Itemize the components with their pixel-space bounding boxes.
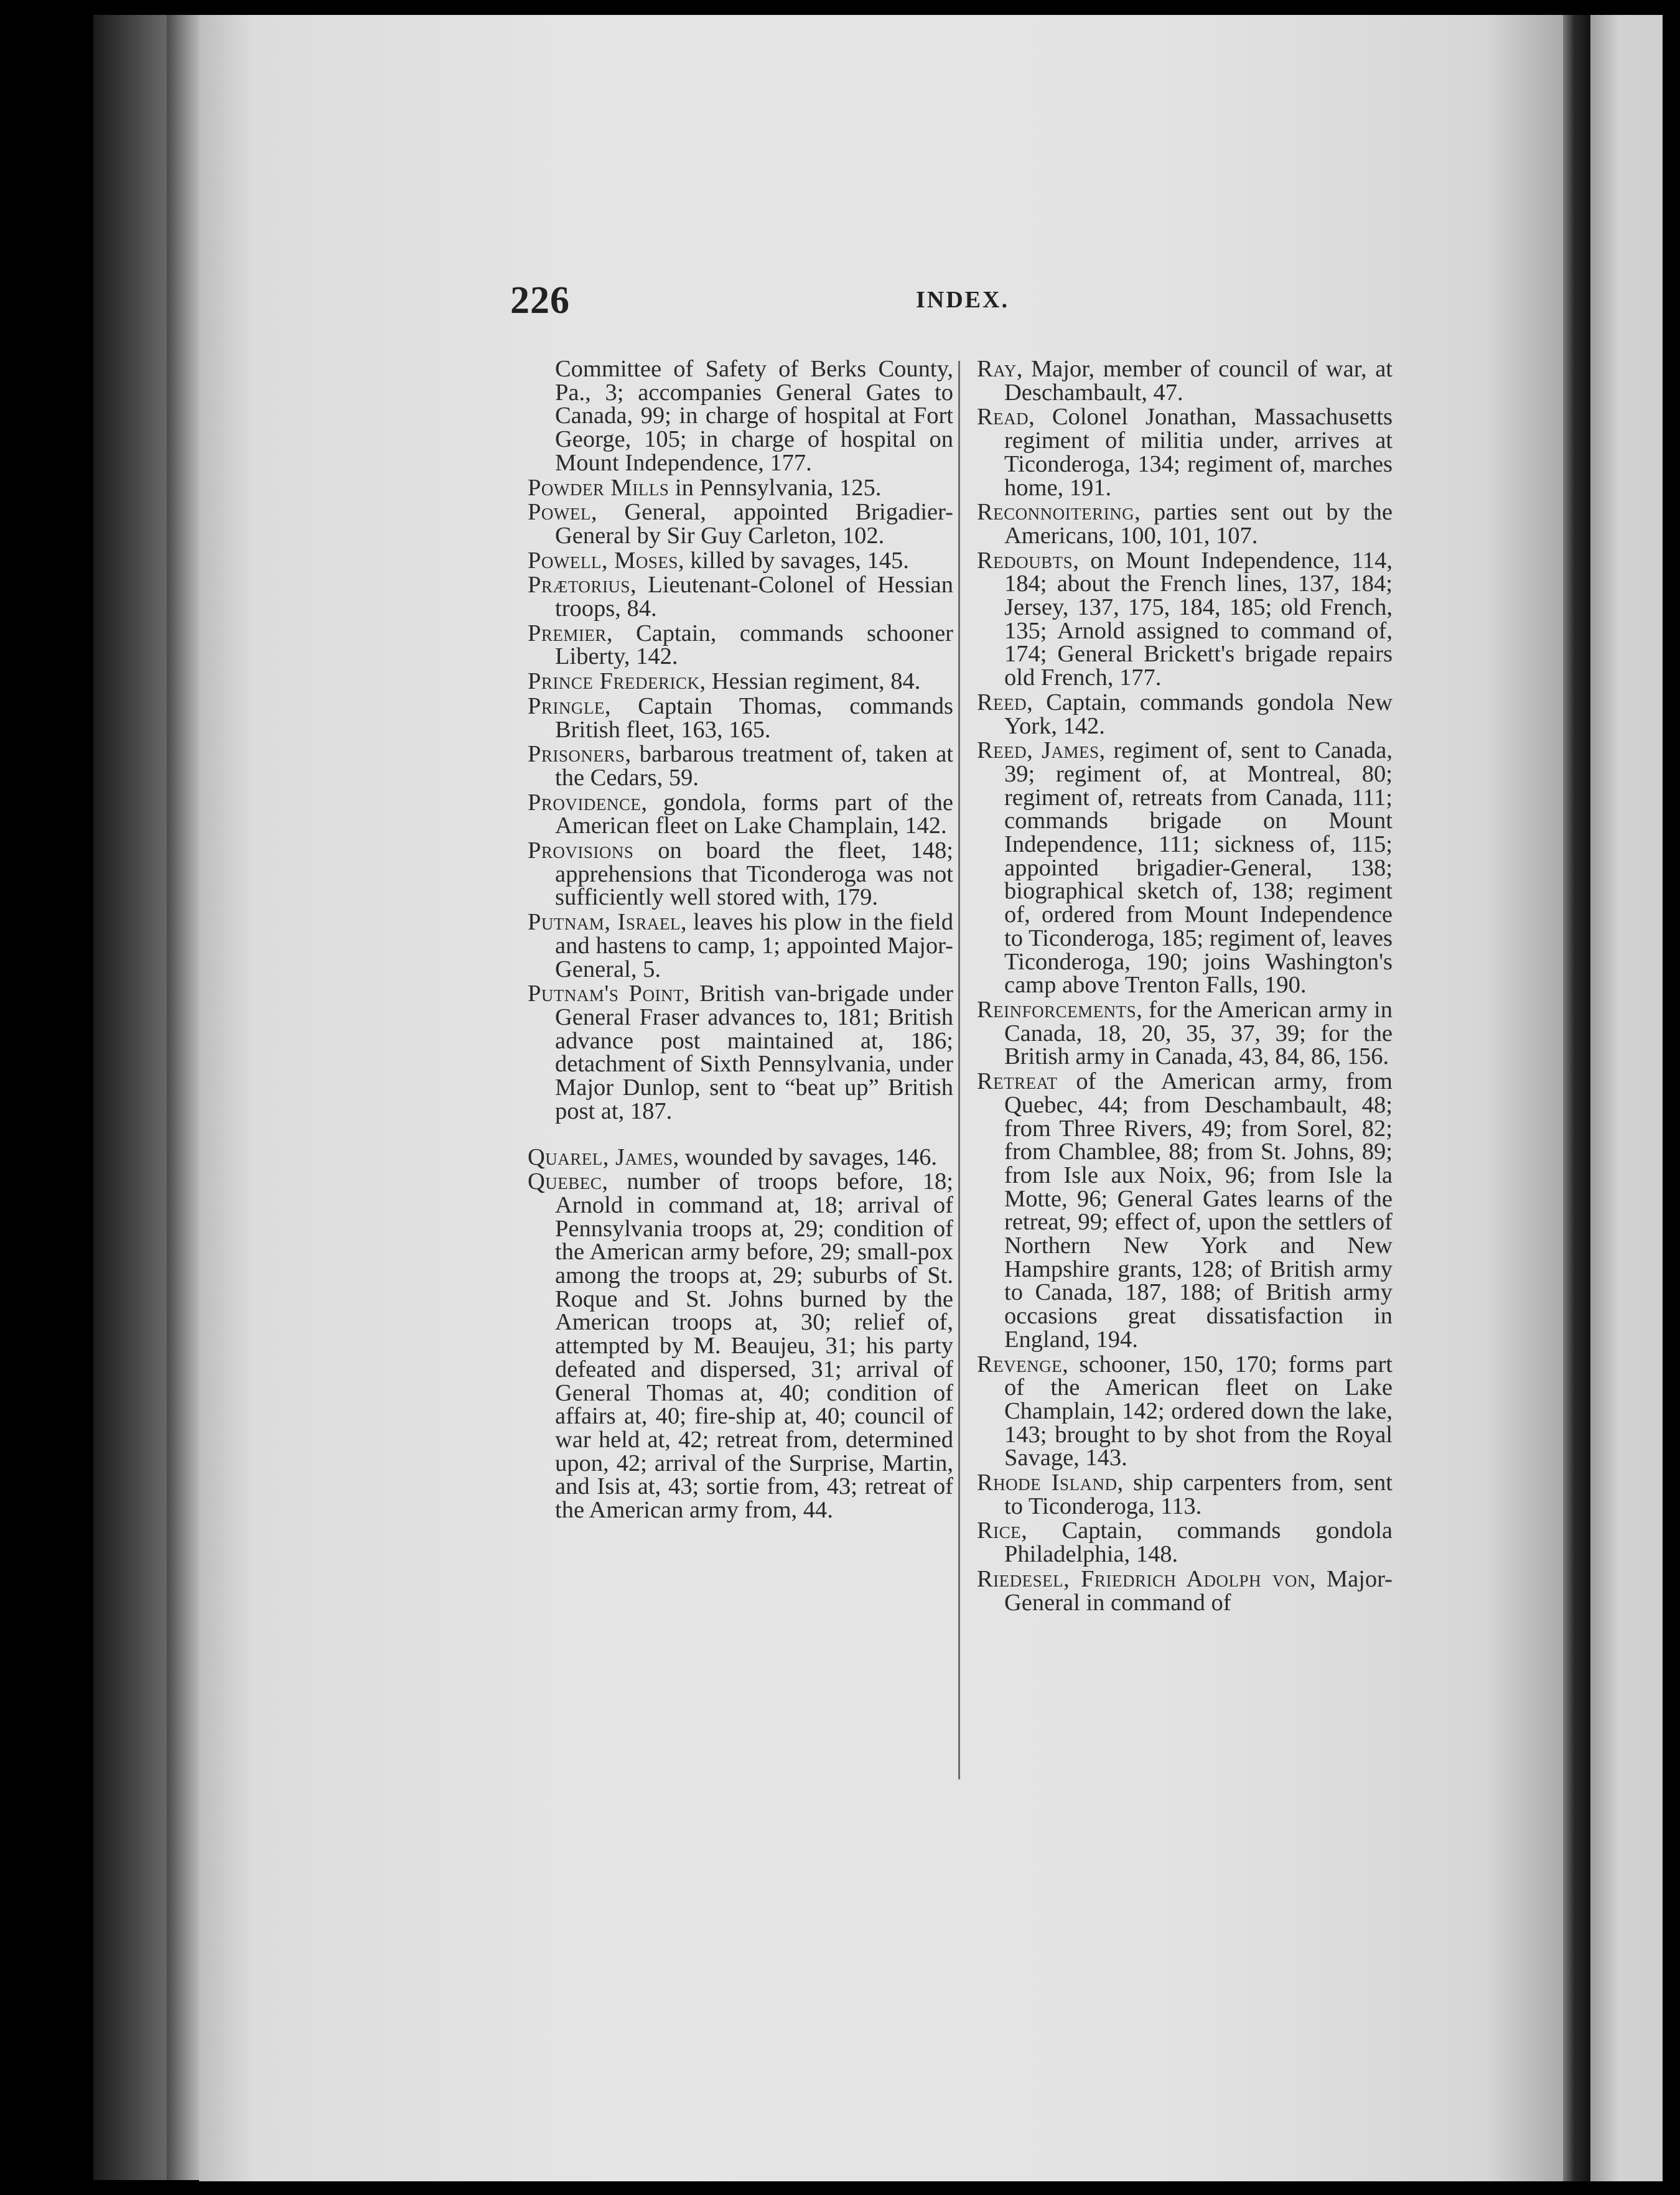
entry-text: , parties sent out by the Americans, 100, 101, 107. (1004, 499, 1393, 549)
entry-text: , regiment of, sent to Canada, 39; regiment of, at Montreal, 80; regiment of, retreats from Canada, 111; commands brigade on Mount Independence, 111; sickness of, 115; appointed brigadier-General, 138; biographical sketch of, 138; regiment of, ordered from Mount Independence to Ticonderoga, 185; regiment of, leaves Ticonderoga, 190; joins Washington's camp above Trenton Falls, 190. (1004, 737, 1393, 999)
entry-headword: Powder Mills (528, 474, 670, 501)
index-entry (977, 691, 1393, 738)
index-column-left (528, 358, 953, 1524)
index-entry (528, 358, 953, 475)
entry-headword: Rhode Island (977, 1470, 1118, 1496)
entry-headword: Rice (977, 1517, 1022, 1544)
entry-text: , General, appointed Brigadier-General by Sir Guy Carleton, 102. (555, 499, 953, 549)
page-fold (1563, 15, 1590, 2181)
index-entry (528, 501, 953, 548)
entry-text: , wounded by savages, 146. (673, 1144, 938, 1170)
index-entry (528, 911, 953, 981)
entry-headword: Read (977, 404, 1029, 431)
entry-text: in Pennsylvania, 125. (669, 474, 882, 501)
index-entry (528, 670, 953, 694)
entry-text: Committee of Safety of Berks County, Pa., 3; accompanies General Gates to Canada, 99; in charge of hospital at Fort George, 105; in charge of hospital on Mount Independence, 177. (555, 356, 953, 476)
index-entry (977, 739, 1393, 997)
entry-text: , Major, member of council of war, at Deschambault, 47. (1004, 356, 1393, 406)
entry-headword: Reconnoitering (977, 499, 1135, 526)
entry-text: , Major-General in command of (1004, 1565, 1393, 1616)
entry-text: , British van-brigade under General Fraser advances to, 181; British advance post maintained at, 186; detachment of Sixth Pennsylvania, under Major Dunlop, sent to “beat up” British post at, 187. (555, 981, 953, 1124)
index-entry (528, 474, 953, 501)
entry-headword: Prisoners (528, 741, 625, 768)
index-entry (977, 1070, 1393, 1351)
index-entry (977, 358, 1393, 404)
entry-headword: Putnam, Israel (528, 909, 681, 936)
index-entry (528, 839, 953, 910)
index-entry (528, 743, 953, 790)
entry-text: , Hessian regiment, 84. (699, 668, 921, 695)
entry-headword: Provisions (528, 837, 634, 864)
entry-text: , killed by savages, 145. (678, 547, 909, 574)
entry-headword: Pringle (528, 692, 605, 719)
index-entry (977, 1565, 1393, 1616)
entry-text: , on Mount Independence, 114, 184; about the French lines, 137, 184; Jersey, 137, 175, 184, 185; old French, 135; Arnold assigned to command of, 174; General Brickett's brigade repairs old French, 177. (1004, 547, 1393, 691)
entry-text: , number of troops before, 18; Arnold in command at, 18; arrival of Pennsylvania troops at, 29; condition of the American army before, 29; small-pox among the troops at, 29; suburbs of St. Roque and St. Johns burned by the American troops at, 30; relief of, attempted by M. Beaujeu, 31; his party defeated and dispersed, 31; arrival of General Thomas at, 40; condition of affairs at, 40; fire-ship at, 40; council of war held at, 42; retreat from, determined upon, 42; arrival of the Surprise, Martin, and Isis at, 43; sortie from, 43; retreat of the American army from, 44. (555, 1168, 953, 1524)
entry-headword: Powel (528, 499, 591, 526)
entry-headword: Riedesel, Friedrich Adolph von (977, 1565, 1310, 1592)
entry-headword: Ray (977, 356, 1017, 382)
index-entry (528, 574, 953, 620)
column-rule (958, 361, 960, 1779)
index-entry (977, 406, 1393, 500)
index-entry (528, 1170, 953, 1522)
index-entry (977, 501, 1393, 548)
index-entry (528, 791, 953, 838)
entry-text: , Captain, commands gondola New York, 142. (1004, 689, 1393, 739)
entry-headword: Reed, James (977, 737, 1099, 764)
entry-headword: Retreat (977, 1068, 1058, 1095)
index-entry (528, 1146, 953, 1170)
entry-text: , Captain, commands gondola Philadelphia, 148. (1004, 1517, 1393, 1568)
entry-headword: Prince Frederick (528, 668, 700, 695)
entry-text: , leaves his plow in the field and hastens to camp, 1; appointed Major-General, 5. (555, 909, 953, 982)
index-entry (977, 549, 1393, 690)
entry-text: , Colonel Jonathan, Massachusetts regiment of militia under, arrives at Ticonderoga, 134; regiment of, marches home, 191. (1004, 404, 1393, 501)
index-entry (977, 1519, 1393, 1566)
index-column-right (977, 358, 1393, 1616)
entry-text: , Captain Thomas, commands British fleet, 163, 165. (555, 692, 953, 743)
entry-headword: Reed (977, 689, 1027, 715)
entry-headword: Putnam's Point (528, 981, 684, 1007)
entry-headword: Powell, Moses (528, 547, 678, 574)
entry-text: , for the American army in Canada, 18, 20, 35, 37, 39; for the British army in Canada, 43, 84, 86, 156. (1004, 996, 1393, 1070)
header-title: INDEX. (916, 287, 1009, 313)
entry-headword: Premier (528, 620, 607, 646)
entry-headword: Prætorius (528, 572, 630, 599)
next-page-edge (1590, 15, 1663, 2181)
index-entry (528, 982, 953, 1123)
entry-text: , Captain, commands schooner Liberty, 142. (555, 620, 953, 670)
entry-text: on board the fleet, 148; apprehensions that Ticonderoga was not sufficiently well stored with, 179. (555, 837, 953, 911)
index-entry (528, 549, 953, 573)
index-entry (977, 996, 1393, 1070)
index-entry (528, 692, 953, 743)
entry-headword: Redoubts (977, 547, 1073, 574)
index-entry (977, 1471, 1393, 1518)
entry-headword: Providence (528, 789, 642, 816)
entry-text: , barbarous treatment of, taken at the Cedars, 59. (555, 741, 953, 791)
entry-text: , ship carpenters from, sent to Ticonderoga, 113. (1004, 1470, 1393, 1519)
page-number: 226 (510, 279, 570, 322)
running-head (510, 279, 1680, 322)
entry-headword: Reinforcements (977, 996, 1137, 1023)
entry-text: , Lieutenant-Colonel of Hessian troops, 84. (555, 572, 953, 622)
entry-headword: Revenge (977, 1351, 1063, 1377)
entry-headword: Quebec (528, 1168, 602, 1195)
entry-text: , gondola, forms part of the American fleet on Lake Champlain, 142. (555, 789, 953, 839)
index-entry (977, 1353, 1393, 1471)
index-entry (528, 622, 953, 669)
entry-text: , schooner, 150, 170; forms part of the American fleet on Lake Champlain, 142; ordered down the lake, 143; brought to by shot from the Royal Savage, 143. (1004, 1351, 1393, 1471)
entry-text: of the American army, from Quebec, 44; from Deschambault, 48; from Three Rivers, 49; from Sorel, 82; from Chamblee, 88; from St. Johns, 89; from Isle aux Noix, 96; from Isle la Motte, 96; General Gates learns of the retreat, 99; effect of, upon the settlers of Northern New York and New Hampshire grants, 128; of British army to Canada, 187, 188; of British army occasions great dissatisfaction in England, 194. (1004, 1068, 1393, 1353)
entry-headword: Quarel, James (528, 1144, 673, 1170)
